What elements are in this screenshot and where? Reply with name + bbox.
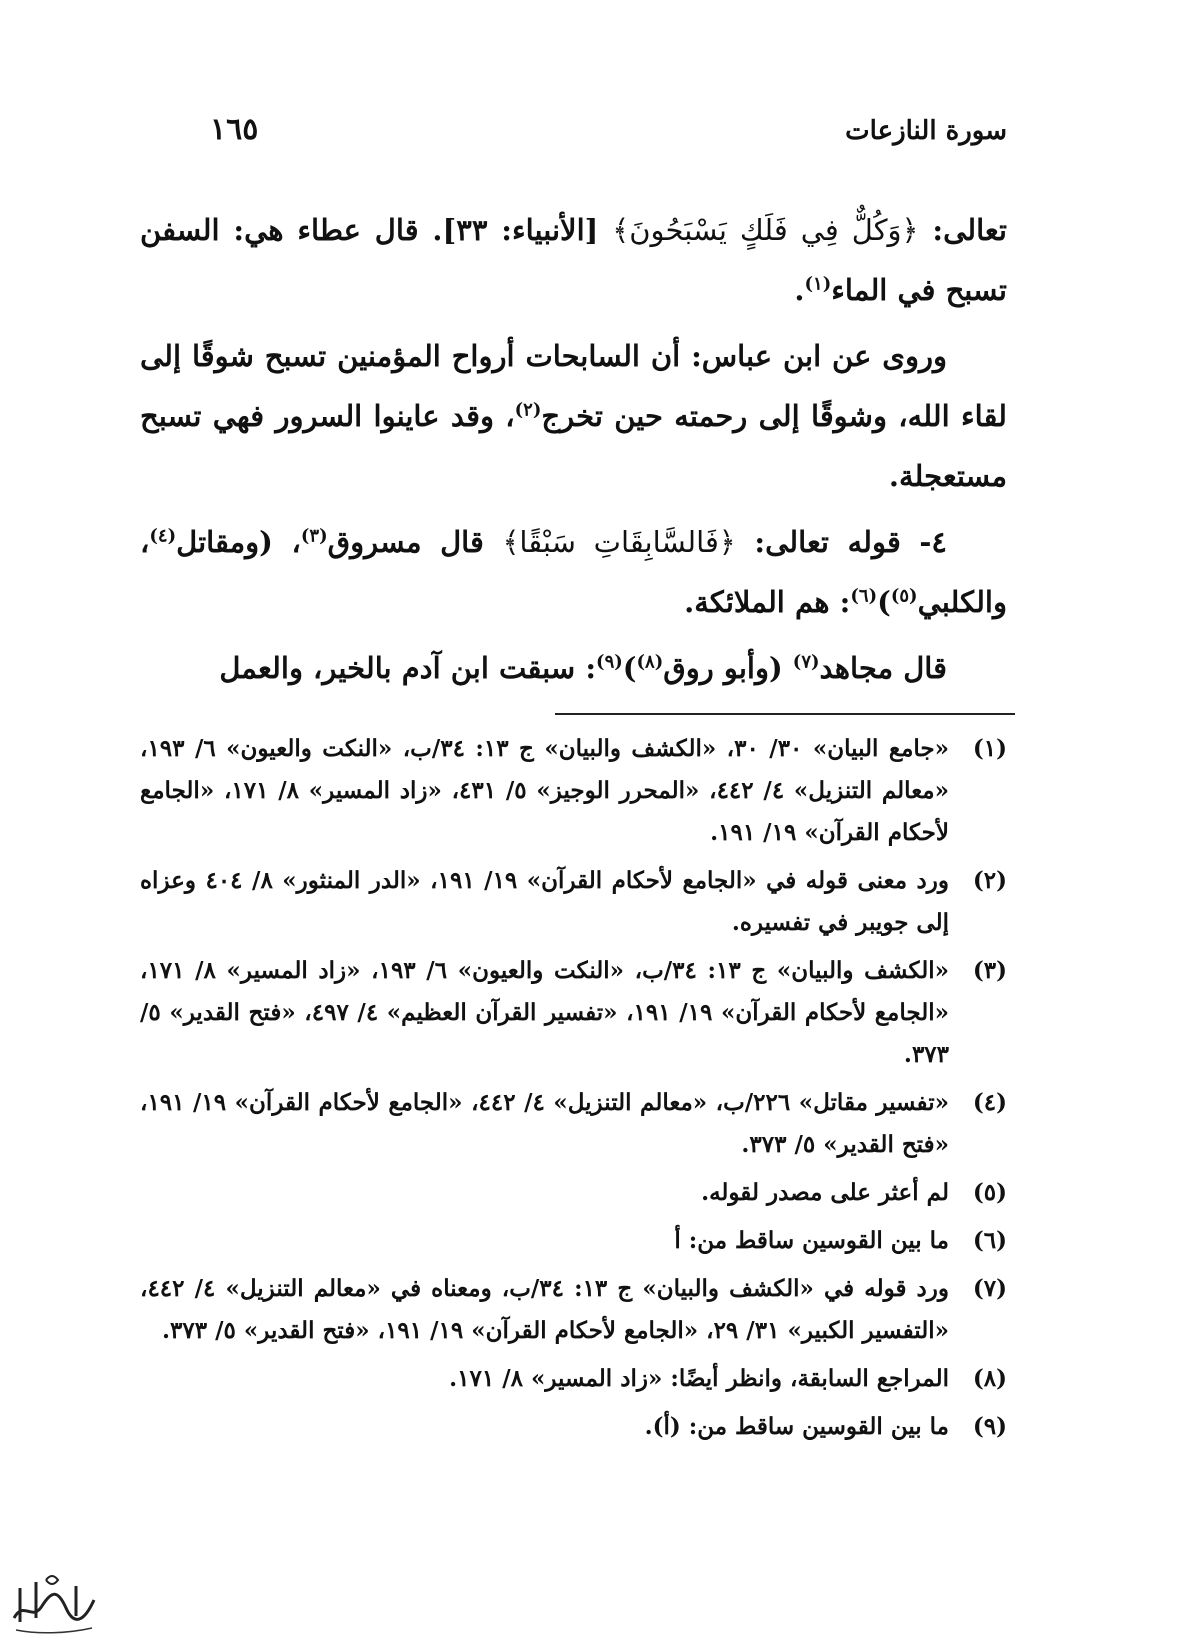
- paragraph-4: [140, 638, 1007, 698]
- text-segment: ): [877, 585, 891, 619]
- footnote-number: (٥): [972, 1179, 1007, 1206]
- text-segment: ، (ومقاتل: [176, 525, 301, 559]
- text-segment: ): [622, 651, 637, 685]
- paragraph-2: [140, 326, 1007, 506]
- footnote-text: «الكشف والبيان» ج ١٣: ٣٤/ب، «النكت والعيون» ٦/ ١٩٣، «زاد المسير» ٨/ ١٧١، «الجامع لأحكام القرآن» ١٩/ ١٩١، «تفسير القرآن العظيم» ٤/ ٤٩٧، «فتح القدير» ٥/ ٣٧٣.: [140, 957, 949, 1068]
- footnote-9: [140, 1406, 1007, 1448]
- footnote-ref: (٣): [300, 525, 328, 547]
- paragraph-1: [140, 200, 1007, 320]
- text-segment: تعالى:: [918, 213, 1007, 247]
- footnote-divider: [555, 713, 1015, 715]
- footnote-text: المراجع السابقة، وانظر أيضًا: «زاد المسير» ٨/ ١٧١.: [449, 1365, 949, 1392]
- page-number: ١٦٥: [210, 112, 259, 147]
- footnote-text: ما بين القوسين ساقط من: (أ).: [644, 1413, 949, 1440]
- text-segment: .: [794, 273, 805, 307]
- footnote-2: [140, 860, 1007, 944]
- footnote-ref: (٥): [890, 585, 918, 607]
- main-text: [140, 200, 1007, 704]
- text-segment: : سبقت ابن آدم بالخير، والعمل: [219, 651, 597, 685]
- text-segment: ٤- قوله تعالى:: [735, 525, 947, 559]
- paragraph-3: [140, 512, 1007, 632]
- footnote-5: [140, 1172, 1007, 1214]
- footnote-number: (٩): [972, 1413, 1007, 1440]
- text-segment: : هم الملائكة.: [684, 585, 851, 619]
- footnote-text: ورد قوله في «الكشف والبيان» ج ١٣: ٣٤/ب، ومعناه في «معالم التنزيل» ٤/ ٤٤٢، «التفسير الكبير» ٣١/ ٢٩، «الجامع لأحكام القرآن» ١٩/ ١٩١، «فتح القدير» ٥/ ٣٧٣.: [140, 1275, 949, 1344]
- surah-title: سورة النازعات: [845, 116, 1007, 146]
- footnote-number: (٤): [972, 1089, 1007, 1116]
- running-header: [210, 112, 1007, 156]
- footnote-text: ورد معنى قوله في «الجامع لأحكام القرآن» ١٩/ ١٩١، «الدر المنثور» ٨/ ٤٠٤ وعزاه إلى جويبر في تفسيره.: [140, 867, 949, 936]
- text-segment: ، والكلبي: [140, 525, 1007, 619]
- footnote-ref: (٨): [636, 651, 664, 673]
- footnote-ref: (٤): [149, 525, 177, 547]
- quran-verse: ﴿فَالسَّابِقَاتِ سَبْقًا﴾: [502, 525, 736, 559]
- footnote-ref: (١): [804, 273, 832, 295]
- footnote-6: [140, 1220, 1007, 1262]
- text-segment: قال مسروق: [327, 525, 503, 559]
- footnote-7: [140, 1268, 1007, 1352]
- footnote-3: [140, 950, 1007, 1076]
- footnote-ref: (٦): [850, 585, 878, 607]
- text-segment: (وأبو روق: [663, 651, 793, 685]
- footnote-1: [140, 728, 1007, 854]
- footnote-text: لم أعثر على مصدر لقوله.: [701, 1179, 949, 1206]
- text-segment: قال مجاهد: [819, 651, 947, 685]
- footnote-text: «جامع البيان» ٣٠/ ٣٠، «الكشف والبيان» ج ١٣: ٣٤/ب، «النكت والعيون» ٦/ ١٩٣، «معالم التنزيل» ٤/ ٤٤٢، «المحرر الوجيز» ٥/ ٤٣١، «زاد المسير» ٨/ ١٧١، «الجامع لأحكام القرآن» ١٩/ ١٩١.: [140, 735, 950, 846]
- footnote-number: (٢): [972, 867, 1007, 894]
- footnote-number: (٧): [972, 1275, 1007, 1302]
- text-segment: وروى عن ابن عباس: أن السابحات أرواح المؤمنين تسبح شوقًا إلى لقاء الله، وشوقًا إلى رحمته حين تخرج: [140, 339, 1007, 433]
- footnotes: [140, 728, 1007, 1454]
- footnote-text: «تفسير مقاتل» ٢٢٦/ب، «معالم التنزيل» ٤/ ٤٤٢، «الجامع لأحكام القرآن» ١٩/ ١٩١، «فتح القدير» ٥/ ٣٧٣.: [140, 1089, 949, 1158]
- footnote-number: (٦): [972, 1227, 1007, 1254]
- text-segment: [الأنبياء: ٣٣]. قال عطاء هي: السفن تسبح في الماء: [140, 213, 1007, 307]
- footnote-text: ما بين القوسين ساقط من: أ: [674, 1227, 949, 1254]
- calligraphy-logo-icon: [6, 1560, 101, 1640]
- footnote-4: [140, 1082, 1007, 1166]
- footnote-number: (١): [972, 735, 1007, 762]
- quran-verse: ﴿وَكُلٌّ فِي فَلَكٍ يَسْبَحُونَ﴾: [612, 213, 919, 247]
- footnote-8: [140, 1358, 1007, 1400]
- footnote-number: (٨): [972, 1365, 1007, 1392]
- footnote-ref: (٢): [514, 399, 542, 421]
- footnote-number: (٣): [972, 957, 1007, 984]
- footnote-ref: (٩): [596, 651, 623, 673]
- text-segment: ، وقد عاينوا السرور فهي تسبح مستعجلة.: [140, 399, 1007, 493]
- footnote-ref: (٧): [792, 651, 820, 673]
